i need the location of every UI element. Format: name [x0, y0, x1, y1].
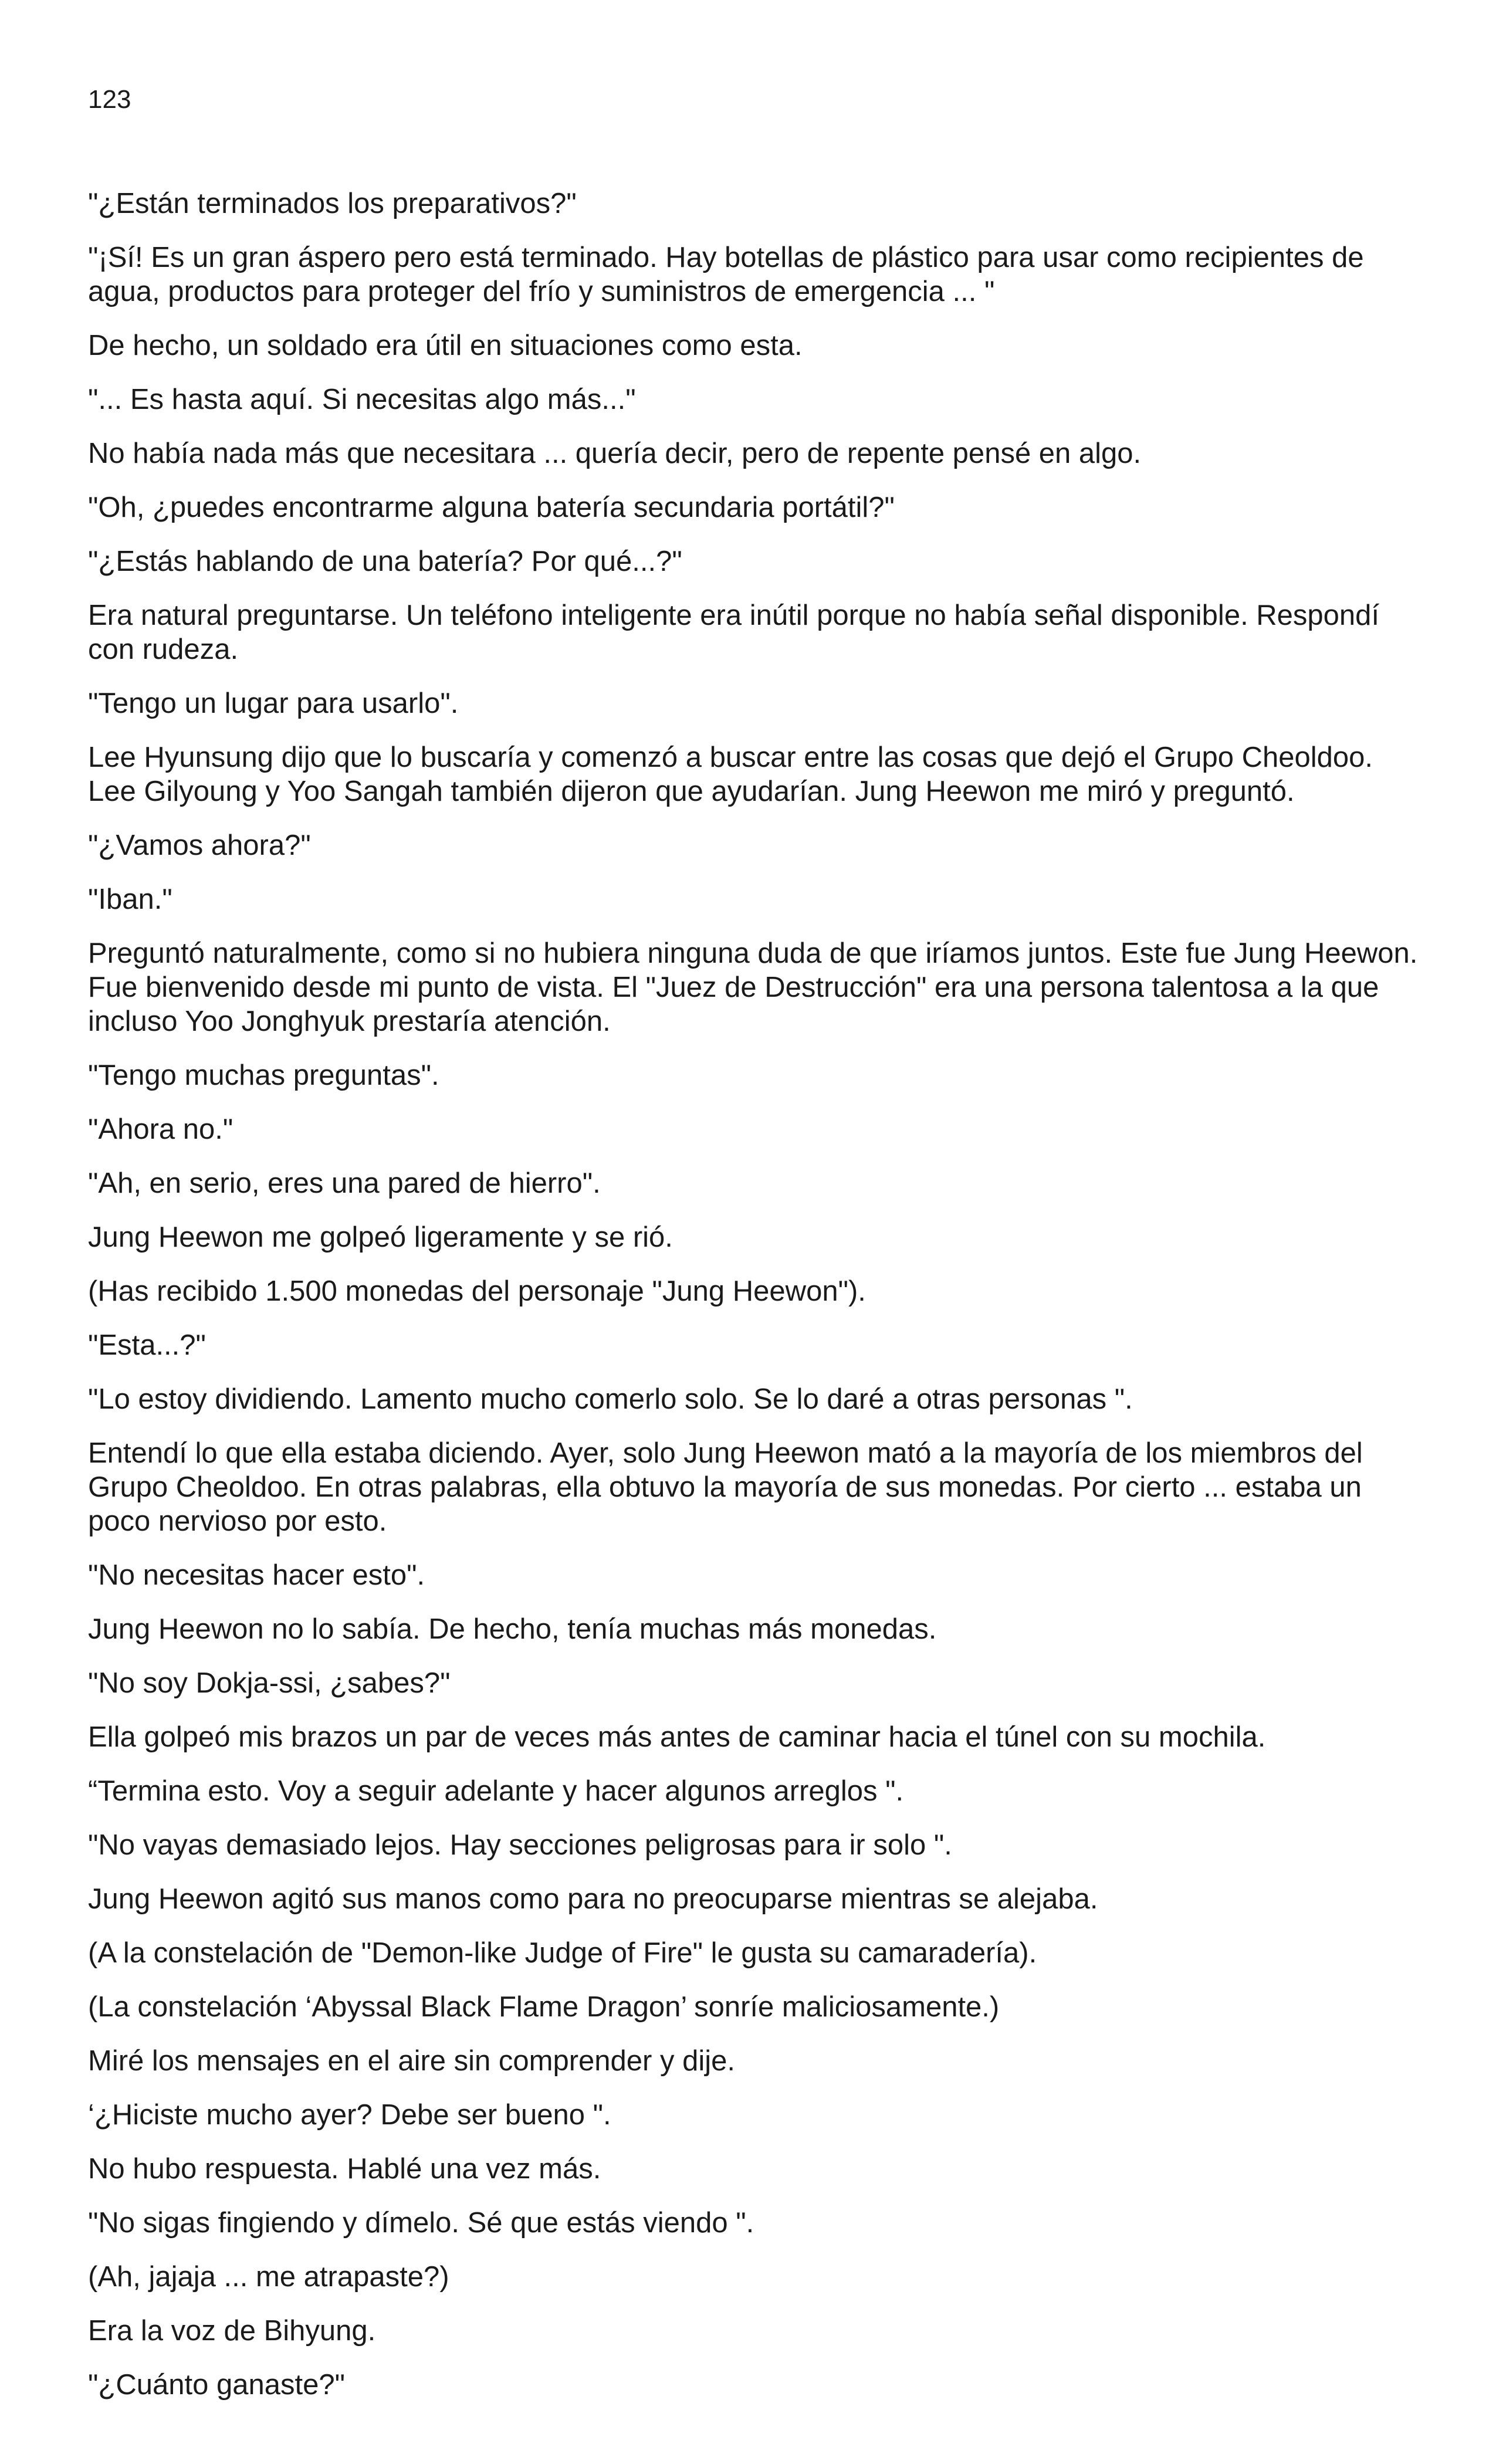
- paragraph: (A la constelación de "Demon-like Judge of Fire" le gusta su camaradería).: [88, 1937, 1037, 1969]
- paragraph: "No soy Dokja-ssi, ¿sabes?": [88, 1667, 451, 1699]
- paragraph: "Oh, ¿puedes encontrarme alguna batería secundaria portátil?": [88, 492, 895, 523]
- paragraph: "No vayas demasiado lejos. Hay secciones peligrosas para ir solo ".: [88, 1829, 952, 1861]
- paragraph: "Esta...?": [88, 1329, 206, 1361]
- paragraph: Jung Heewon agitó sus manos como para no preocuparse mientras se alejaba.: [88, 1883, 1098, 1915]
- paragraph: "¿Vamos ahora?": [88, 830, 311, 861]
- page-number: 123: [88, 85, 131, 114]
- paragraph: (La constelación ‘Abyssal Black Flame Dragon’ sonríe maliciosamente.): [88, 1991, 1000, 2023]
- paragraph: "No necesitas hacer esto".: [88, 1559, 425, 1591]
- paragraph: "¡Sí! Es un gran áspero pero está terminado. Hay botellas de plástico para usar como recipientes de agua, productos para proteger del frío y suministros de emergencia ... ": [88, 242, 1364, 307]
- paragraph: De hecho, un soldado era útil en situaciones como esta.: [88, 330, 803, 361]
- body-text: [88, 187, 1420, 2422]
- paragraph: (Has recibido 1.500 monedas del personaje "Jung Heewon").: [88, 1275, 866, 1307]
- paragraph: Era la voz de Bihyung.: [88, 2315, 376, 2347]
- paragraph: “Termina esto. Voy a seguir adelante y hacer algunos arreglos ".: [88, 1775, 904, 1807]
- paragraph: "Tengo muchas preguntas".: [88, 1060, 439, 1091]
- paragraph: No hubo respuesta. Hablé una vez más.: [88, 2153, 601, 2185]
- paragraph: Jung Heewon no lo sabía. De hecho, tenía muchas más monedas.: [88, 1613, 937, 1645]
- paragraph: "¿Estás hablando de una batería? Por qué...?": [88, 546, 682, 577]
- paragraph: Ella golpeó mis brazos un par de veces más antes de caminar hacia el túnel con su mochila.: [88, 1721, 1266, 1753]
- paragraph: ‘¿Hiciste mucho ayer? Debe ser bueno ".: [88, 2099, 611, 2131]
- paragraph: Entendí lo que ella estaba diciendo. Ayer, solo Jung Heewon mató a la mayoría de los miembros del Grupo Cheoldoo. En otras palabras, ella obtuvo la mayoría de sus monedas. Por cierto ... estaba un poco nervioso por esto.: [88, 1437, 1363, 1537]
- paragraph: "... Es hasta aquí. Si necesitas algo más...": [88, 384, 636, 415]
- paragraph: "Lo estoy dividiendo. Lamento mucho comerlo solo. Se lo daré a otras personas ".: [88, 1383, 1133, 1415]
- paragraph: Era natural preguntarse. Un teléfono inteligente era inútil porque no había señal disponible. Respondí con rudeza.: [88, 600, 1380, 665]
- paragraph: "Ahora no.": [88, 1113, 233, 1145]
- paragraph: No había nada más que necesitara ... quería decir, pero de repente pensé en algo.: [88, 438, 1142, 469]
- paragraph: "Iban.": [88, 884, 172, 915]
- paragraph: Preguntó naturalmente, como si no hubiera ninguna duda de que iríamos juntos. Este fue Jung Heewon. Fue bienvenido desde mi punto de vista. El "Juez de Destrucción" era una persona talentosa a la que incluso Yoo Jonghyuk prestaría atención.: [88, 937, 1418, 1037]
- paragraph: Miré los mensajes en el aire sin comprender y dije.: [88, 2045, 735, 2077]
- paragraph: "Ah, en serio, eres una pared de hierro".: [88, 1167, 601, 1199]
- paragraph: "¿Están terminados los preparativos?": [88, 188, 577, 219]
- paragraph: Jung Heewon me golpeó ligeramente y se rió.: [88, 1221, 673, 1253]
- paragraph: "¿Cuánto ganaste?": [88, 2369, 345, 2401]
- paragraph: "No sigas fingiendo y dímelo. Sé que estás viendo ".: [88, 2207, 754, 2239]
- paragraph: (Ah, jajaja ... me atrapaste?): [88, 2261, 449, 2293]
- paragraph: Lee Hyunsung dijo que lo buscaría y comenzó a buscar entre las cosas que dejó el Grupo Cheoldoo. Lee Gilyoung y Yoo Sangah también dijeron que ayudarían. Jung Heewon me miró y preguntó.: [88, 742, 1373, 807]
- paragraph: "Tengo un lugar para usarlo".: [88, 688, 459, 719]
